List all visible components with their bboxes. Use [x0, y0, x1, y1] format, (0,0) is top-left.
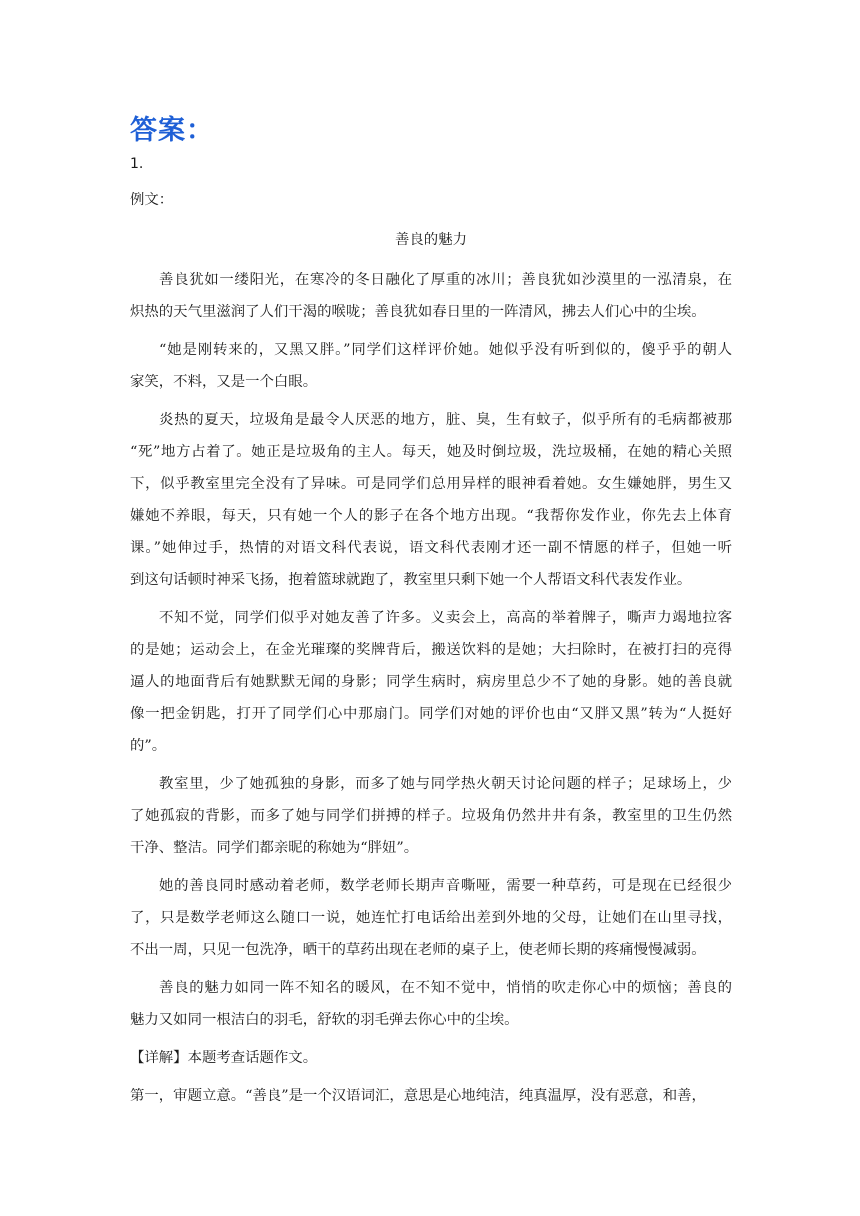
paragraph-line: 家笑，不料，又是一个白眼。 [130, 374, 318, 390]
paragraph-line: “她是刚转来的，又黑又胖。”同学们这样评价她。她似乎没有听到似的，傻乎乎的朝人 [159, 342, 732, 358]
paragraph-line: 下，似乎教室里完全没有了异味。可是同学们总用异样的眼神看着她。女生嫌她胖，男生又 [130, 476, 732, 492]
paragraph-line: 嫌她不养眼，每天，只有她一个人的影子在各个地方出现。“我帮你发作业，你先去上体育 [130, 508, 732, 524]
answer-body [130, 184, 732, 1118]
paragraph-line: 像一把金钥匙，打开了同学们心中那扇门。同学们对她的评价也由“又胖又黑”转为“人挺好 [130, 706, 732, 722]
paragraph [130, 1042, 732, 1074]
paragraph-line: 善良犹如一缕阳光，在寒冷的冬日融化了厚重的冰川；善良犹如沙漠里的一泓清泉，在 [159, 272, 732, 288]
paragraph-line: 炽热的天气里滋润了人们干渴的喉咙；善良犹如春日里的一阵清风，拂去人们心中的尘埃。 [130, 304, 706, 320]
paragraph-line: 魅力又如同一根洁白的羽毛，舒软的羽毛弹去你心中的尘埃。 [130, 1012, 519, 1028]
paragraph-line: 的”。 [130, 738, 167, 754]
paragraph-line: “死”地方占着了。她正是垃圾角的主人。每天，她及时倒垃圾，洗垃圾桶，在她的精心关照 [130, 444, 732, 460]
essay-title: 善良的魅力 [395, 232, 467, 248]
paragraph-line: 教室里，少了她孤独的身影，而多了她与同学热火朝天讨论问题的样子；足球场上，少 [159, 776, 732, 792]
paragraph [130, 334, 732, 398]
paragraph-line: 课。”她伸过手，热情的对语文科代表说，语文科代表刚才还一副不情愿的样子，但她一听 [130, 540, 732, 556]
answer-heading: 答案： [130, 115, 214, 146]
paragraph-line: 干净、整洁。同学们都亲昵的称她为“胖妞”。 [130, 840, 419, 856]
essay-paragraphs [130, 264, 732, 1118]
paragraph-line: 炎热的夏天，垃圾角是最令人厌恶的地方，脏、臭，生有蚊子，似乎所有的毛病都被那 [159, 412, 732, 428]
paragraph-line: 了，只是数学老师这么随口一说，她连忙打电话给出差到外地的父母，让她们在山里寻找， [130, 910, 732, 926]
paragraph-line: 【详解】本题考查话题作文。 [130, 1050, 318, 1066]
paragraph-line: 不出一周，只见一包洗净，晒干的草药出现在老师的桌子上，使老师长期的疼痛慢慢减弱。 [130, 942, 706, 958]
paragraph [130, 1080, 732, 1112]
paragraph [130, 404, 732, 596]
paragraph-line: 她的善良同时感动着老师，数学老师长期声音嘶哑，需要一种草药，可是现在已经很少 [159, 878, 732, 894]
paragraph-line: 不知不觉，同学们似乎对她友善了许多。义卖会上，高高的举着牌子，嘶声力竭地拉客 [159, 610, 732, 626]
paragraph-line: 第一，审题立意。“善良”是一个汉语词汇，意思是心地纯洁，纯真温厚，没有恶意，和善， [130, 1088, 706, 1104]
paragraph-line: 了她孤寂的背影，而多了她与同学们拼搏的样子。垃圾角仍然井井有条，教室里的卫生仍然 [130, 808, 732, 824]
paragraph [130, 602, 732, 762]
paragraph [130, 264, 732, 328]
paragraph-line: 的是她；运动会上，在金光璀璨的奖牌背后，搬送饮料的是她；大扫除时，在被打扫的亮得 [130, 642, 732, 658]
paragraph [130, 768, 732, 864]
question-number: 1. [130, 156, 144, 172]
paragraph-line: 到这句话顿时神采飞扬，抱着篮球就跑了，教室里只剩下她一个人帮语文科代表发作业。 [130, 572, 692, 588]
example-label: 例文： [130, 192, 174, 208]
paragraph [130, 972, 732, 1036]
paragraph-line: 逼人的地面背后有她默默无闻的身影；同学生病时，病房里总少不了她的身影。她的善良就 [130, 674, 732, 690]
paragraph [130, 870, 732, 966]
paragraph-line: 善良的魅力如同一阵不知名的暖风，在不知不觉中，悄悄的吹走你心中的烦恼；善良的 [159, 980, 732, 996]
